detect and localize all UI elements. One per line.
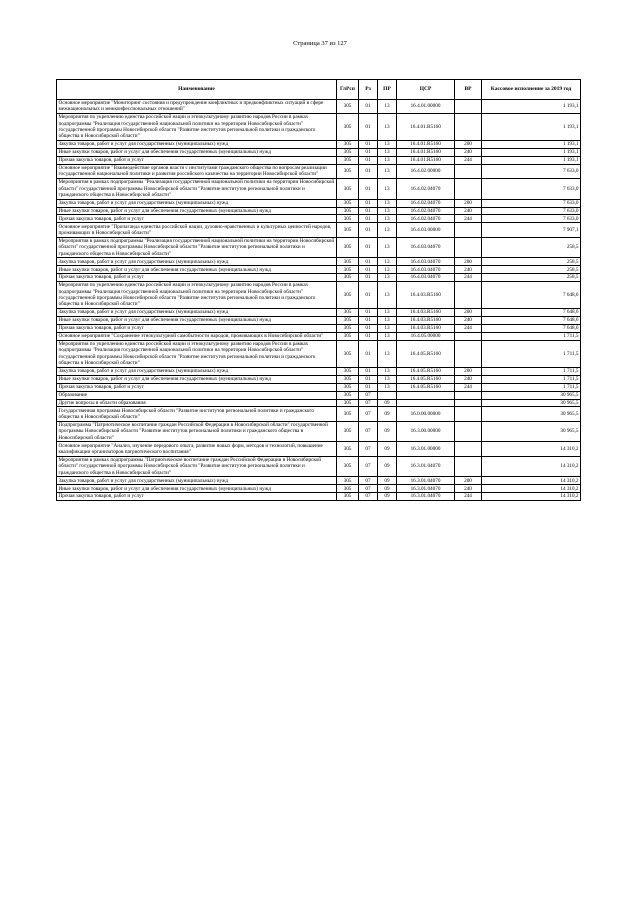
cell-rz: 01 <box>359 309 378 317</box>
cell-rz: 07 <box>359 456 378 477</box>
cell-name: Прочая закупка товаров, работ и услуг <box>57 383 337 391</box>
cell-name: Мероприятия по укреплению единства российской нации и этнокультурному развитию народов России в рамках подпрограммы "Реализация государственной национальной политики на территории Новосибирской области" государственной программы Новосибирской области "Развитие институтов региональной политики и гражданского общества в Новосибирской области" <box>57 113 337 140</box>
cell-name: Иные закупки товаров, работ и услуг для обеспечения государственных (муниципальных) нужд <box>57 485 337 493</box>
cell-pr: 13 <box>378 258 397 266</box>
cell-rz: 01 <box>359 164 378 178</box>
cell-grp: 305 <box>337 317 359 325</box>
cell-amount: 7 633,0 <box>482 199 581 207</box>
cell-rz: 07 <box>359 399 378 407</box>
cell-grp: 305 <box>337 309 359 317</box>
table-row <box>57 399 581 407</box>
cell-grp: 305 <box>337 456 359 477</box>
cell-rz: 01 <box>359 383 378 391</box>
table-row <box>57 317 581 325</box>
cell-amount: 30 965,5 <box>482 391 581 399</box>
cell-amount: 258,5 <box>482 274 581 282</box>
cell-amount: 258,5 <box>482 266 581 274</box>
cell-amount: 30 965,5 <box>482 421 581 442</box>
table-row <box>57 442 581 456</box>
table-row <box>57 375 581 383</box>
cell-pr: 09 <box>378 493 397 501</box>
cell-amount: 1 193,1 <box>482 148 581 156</box>
cell-pr: 13 <box>378 317 397 325</box>
table-row <box>57 324 581 332</box>
cell-csr: 16.4.05.R5160 <box>397 383 455 391</box>
cell-grp: 305 <box>337 99 359 113</box>
cell-grp: 305 <box>337 140 359 148</box>
cell-name: Закупка товаров, работ и услуг для государственных (муниципальных) нужд <box>57 140 337 148</box>
cell-name: Прочая закупка товаров, работ и услуг <box>57 274 337 282</box>
cell-rz: 07 <box>359 493 378 501</box>
table-row <box>57 156 581 164</box>
cell-grp: 305 <box>337 324 359 332</box>
cell-vr: 200 <box>455 199 482 207</box>
table-row <box>57 282 581 309</box>
cell-pr: 09 <box>378 456 397 477</box>
cell-name: Образование <box>57 391 337 399</box>
cell-vr: 240 <box>455 317 482 325</box>
table-row <box>57 383 581 391</box>
cell-grp: 305 <box>337 367 359 375</box>
cell-amount: 30 965,5 <box>482 407 581 421</box>
cell-rz: 01 <box>359 223 378 237</box>
cell-pr: 09 <box>378 421 397 442</box>
table-row <box>57 223 581 237</box>
cell-amount: 7 648,6 <box>482 317 581 325</box>
table-row <box>57 237 581 258</box>
cell-name: Прочая закупка товаров, работ и услуг <box>57 493 337 501</box>
cell-vr <box>455 113 482 140</box>
cell-grp: 305 <box>337 274 359 282</box>
cell-pr <box>378 391 397 399</box>
cell-grp: 305 <box>337 485 359 493</box>
cell-name: Мероприятия в рамках подпрограммы "Реализация государственной национальной политики на территории Новосибирской области" государственной программы Новосибирской области "Развитие институтов региональной политики и гражданского общества в Новосибирской области" <box>57 178 337 199</box>
cell-vr: 200 <box>455 367 482 375</box>
cell-name: Подпрограмма "Патриотическое воспитание граждан Российской Федерации в Новосибирской области" государственной программы Новосибирской области "Развитие институтов региональной политики и гражданского общества в Новосибирской области" <box>57 421 337 442</box>
cell-vr: 244 <box>455 493 482 501</box>
table-row <box>57 113 581 140</box>
cell-vr: 200 <box>455 140 482 148</box>
cell-rz: 01 <box>359 99 378 113</box>
cell-amount: 1 193,1 <box>482 156 581 164</box>
cell-amount: 1 711,5 <box>482 375 581 383</box>
cell-name: Закупка товаров, работ и услуг для государственных (муниципальных) нужд <box>57 199 337 207</box>
cell-rz: 01 <box>359 199 378 207</box>
cell-amount: 7 633,0 <box>482 164 581 178</box>
cell-csr: 16.3.01.00000 <box>397 442 455 456</box>
cell-pr: 13 <box>378 375 397 383</box>
cell-grp: 305 <box>337 421 359 442</box>
cell-name: Другие вопросы в области образования <box>57 399 337 407</box>
table-body <box>57 99 581 501</box>
cell-grp: 305 <box>337 156 359 164</box>
cell-csr: 16.4.02.04070 <box>397 207 455 215</box>
cell-grp: 305 <box>337 164 359 178</box>
cell-rz: 01 <box>359 340 378 367</box>
cell-csr: 16.3.01.04070 <box>397 493 455 501</box>
table-row <box>57 148 581 156</box>
cell-pr: 09 <box>378 399 397 407</box>
cell-vr <box>455 456 482 477</box>
cell-rz: 01 <box>359 282 378 309</box>
cell-rz: 07 <box>359 391 378 399</box>
cell-name: Закупка товаров, работ и услуг для государственных (муниципальных) нужд <box>57 309 337 317</box>
cell-csr: 16.4.03.R5160 <box>397 309 455 317</box>
cell-grp: 305 <box>337 237 359 258</box>
table-row <box>57 456 581 477</box>
cell-csr: 16.4.02.04070 <box>397 215 455 223</box>
cell-vr <box>455 391 482 399</box>
cell-pr: 13 <box>378 99 397 113</box>
cell-amount: 7 648,6 <box>482 282 581 309</box>
cell-pr: 13 <box>378 367 397 375</box>
table-row <box>57 309 581 317</box>
cell-vr: 200 <box>455 258 482 266</box>
cell-vr <box>455 282 482 309</box>
cell-amount: 7 633,0 <box>482 178 581 199</box>
cell-csr: 16.4.05.R5160 <box>397 340 455 367</box>
cell-vr: 240 <box>455 207 482 215</box>
cell-amount: 7 907,1 <box>482 223 581 237</box>
cell-name: Мероприятия по укреплению единства российской нации и этнокультурному развитию народов России в рамках подпрограммы "Реализация государственной национальной политики на территории Новосибирской области" государственной программы Новосибирской области "Развитие институтов региональной политики и гражданского общества в Новосибирской области" <box>57 282 337 309</box>
cell-amount: 258,5 <box>482 237 581 258</box>
cell-amount: 258,5 <box>482 258 581 266</box>
page-number-header: Страница 37 из 127 <box>293 40 347 47</box>
cell-amount: 1 711,5 <box>482 367 581 375</box>
table-row <box>57 332 581 340</box>
cell-rz: 01 <box>359 332 378 340</box>
cell-grp: 305 <box>337 493 359 501</box>
cell-grp: 305 <box>337 215 359 223</box>
cell-amount: 7 633,0 <box>482 207 581 215</box>
cell-grp: 305 <box>337 383 359 391</box>
cell-name: Основное мероприятие "Мониторинг состояния и предупреждение конфликтных и предконфликтных ситуаций в сфере межнациональных и межконфессиональных отношений" <box>57 99 337 113</box>
cell-pr: 13 <box>378 266 397 274</box>
cell-name: Основное мероприятие "Пропаганда единства российской нации, духовно-нравственных и культурных ценностей народов, проживающих в Новосибирской области" <box>57 223 337 237</box>
cell-amount: 14 310,2 <box>482 485 581 493</box>
cell-csr: 16.4.05.R5160 <box>397 367 455 375</box>
cell-name: Прочая закупка товаров, работ и услуг <box>57 324 337 332</box>
cell-grp: 305 <box>337 113 359 140</box>
cell-rz: 01 <box>359 367 378 375</box>
cell-rz: 01 <box>359 215 378 223</box>
cell-csr: 16.4.03.R5160 <box>397 324 455 332</box>
cell-csr: 16.3.01.04070 <box>397 477 455 485</box>
cell-csr: 16.4.03.04070 <box>397 237 455 258</box>
cell-amount: 1 711,5 <box>482 340 581 367</box>
cell-csr: 16.4.01.R5160 <box>397 140 455 148</box>
table-row <box>57 207 581 215</box>
table-row <box>57 266 581 274</box>
cell-csr: 16.4.03.00000 <box>397 223 455 237</box>
cell-vr: 240 <box>455 485 482 493</box>
cell-amount: 1 711,5 <box>482 383 581 391</box>
cell-csr: 16.4.05.R5160 <box>397 375 455 383</box>
cell-vr <box>455 332 482 340</box>
header-pr: ПР <box>378 80 397 100</box>
cell-amount: 1 193,1 <box>482 113 581 140</box>
cell-vr: 244 <box>455 156 482 164</box>
cell-csr: 16.4.03.04070 <box>397 266 455 274</box>
cell-amount: 7 633,0 <box>482 215 581 223</box>
cell-grp: 305 <box>337 282 359 309</box>
cell-name: Иные закупки товаров, работ и услуг для обеспечения государственных (муниципальных) нужд <box>57 207 337 215</box>
cell-pr: 13 <box>378 340 397 367</box>
cell-amount: 30 965,5 <box>482 399 581 407</box>
cell-name: Мероприятия в рамках подпрограммы "Патриотическое воспитание граждан Российской Федерации в Новосибирской области" государственной программы Новосибирской области "Развитие институтов региональной политики и гражданского общества в Новосибирской области" <box>57 456 337 477</box>
cell-vr: 240 <box>455 266 482 274</box>
cell-rz: 07 <box>359 477 378 485</box>
header-rz: Рз <box>359 80 378 100</box>
cell-name: Иные закупки товаров, работ и услуг для обеспечения государственных (муниципальных) нужд <box>57 375 337 383</box>
cell-csr: 16.4.03.04070 <box>397 258 455 266</box>
cell-grp: 305 <box>337 207 359 215</box>
cell-pr: 13 <box>378 332 397 340</box>
table-row <box>57 407 581 421</box>
cell-amount: 14 310,2 <box>482 477 581 485</box>
cell-vr <box>455 223 482 237</box>
cell-rz: 07 <box>359 442 378 456</box>
cell-rz: 01 <box>359 375 378 383</box>
cell-csr: 16.4.01.R5160 <box>397 148 455 156</box>
cell-pr: 13 <box>378 215 397 223</box>
cell-name: Мероприятия в рамках подпрограммы "Реализация государственной национальной политики на территории Новосибирской области" государственной программы Новосибирской области "Развитие институтов региональной политики и гражданского общества в Новосибирской области" <box>57 237 337 258</box>
cell-rz: 01 <box>359 207 378 215</box>
cell-csr: 16.4.01.R5160 <box>397 113 455 140</box>
table-row <box>57 258 581 266</box>
cell-csr: 16.4.03.R5160 <box>397 282 455 309</box>
cell-grp: 305 <box>337 442 359 456</box>
cell-pr: 13 <box>378 148 397 156</box>
cell-csr: 16.4.01.R5160 <box>397 156 455 164</box>
cell-rz: 01 <box>359 140 378 148</box>
cell-grp: 305 <box>337 332 359 340</box>
cell-vr <box>455 99 482 113</box>
cell-rz: 01 <box>359 148 378 156</box>
cell-vr <box>455 237 482 258</box>
cell-rz: 07 <box>359 485 378 493</box>
header-vr: ВР <box>455 80 482 100</box>
cell-pr: 13 <box>378 207 397 215</box>
cell-rz: 07 <box>359 421 378 442</box>
cell-pr: 13 <box>378 178 397 199</box>
cell-vr: 244 <box>455 215 482 223</box>
cell-amount: 14 310,2 <box>482 456 581 477</box>
header-csr: ЦСР <box>397 80 455 100</box>
cell-csr: 16.4.05.00000 <box>397 332 455 340</box>
cell-pr: 09 <box>378 485 397 493</box>
cell-pr: 13 <box>378 164 397 178</box>
header-amount: Кассовое исполнение за 2019 год <box>482 80 581 100</box>
cell-pr: 09 <box>378 442 397 456</box>
cell-name: Закупка товаров, работ и услуг для государственных (муниципальных) нужд <box>57 258 337 266</box>
cell-name: Иные закупки товаров, работ и услуг для обеспечения государственных (муниципальных) нужд <box>57 266 337 274</box>
cell-pr: 13 <box>378 324 397 332</box>
cell-vr <box>455 442 482 456</box>
cell-grp: 305 <box>337 266 359 274</box>
cell-grp: 305 <box>337 399 359 407</box>
cell-rz: 01 <box>359 266 378 274</box>
cell-rz: 01 <box>359 324 378 332</box>
cell-pr: 09 <box>378 477 397 485</box>
header-grp: ГлРсп <box>337 80 359 100</box>
cell-amount: 1 193,1 <box>482 99 581 113</box>
cell-pr: 13 <box>378 282 397 309</box>
table-header-row <box>57 80 581 100</box>
cell-grp: 305 <box>337 258 359 266</box>
cell-vr <box>455 399 482 407</box>
cell-rz: 07 <box>359 407 378 421</box>
cell-rz: 01 <box>359 258 378 266</box>
cell-pr: 13 <box>378 309 397 317</box>
table-row <box>57 485 581 493</box>
cell-grp: 305 <box>337 199 359 207</box>
cell-csr: 16.0.00.00000 <box>397 407 455 421</box>
cell-grp: 305 <box>337 477 359 485</box>
cell-name: Основное мероприятие "Взаимодействие органов власти с институтами гражданского общества по вопросам реализации государственной национальной политики и развития российского казачества на территории Новосибирской области" <box>57 164 337 178</box>
cell-name: Прочая закупка товаров, работ и услуг <box>57 215 337 223</box>
cell-name: Иные закупки товаров, работ и услуг для обеспечения государственных (муниципальных) нужд <box>57 148 337 156</box>
cell-name: Основное мероприятие "Анализ, изучение передового опыта, развитие новых форм, методов и технологий, повышение квалификации организаторов патриотического воспитания" <box>57 442 337 456</box>
cell-name: Основное мероприятие "Сохранение этнокультурной самобытности народов, проживающих в Новосибирской области" <box>57 332 337 340</box>
table-row <box>57 477 581 485</box>
cell-csr: 16.3.01.04070 <box>397 456 455 477</box>
cell-amount: 7 648,6 <box>482 324 581 332</box>
cell-csr <box>397 399 455 407</box>
cell-grp: 305 <box>337 223 359 237</box>
cell-csr: 16.4.03.R5160 <box>397 317 455 325</box>
cell-grp: 305 <box>337 340 359 367</box>
cell-vr: 200 <box>455 477 482 485</box>
cell-vr <box>455 421 482 442</box>
table-row <box>57 215 581 223</box>
cell-grp: 305 <box>337 391 359 399</box>
cell-pr: 13 <box>378 237 397 258</box>
cell-name: Прочая закупка товаров, работ и услуг <box>57 156 337 164</box>
cell-name: Закупка товаров, работ и услуг для государственных (муниципальных) нужд <box>57 367 337 375</box>
table-row <box>57 340 581 367</box>
cell-csr: 16.4.02.04070 <box>397 199 455 207</box>
cell-pr: 13 <box>378 156 397 164</box>
header-name: Наименование <box>57 80 337 100</box>
cell-rz: 01 <box>359 317 378 325</box>
cell-rz: 01 <box>359 113 378 140</box>
cell-csr: 16.4.01.00000 <box>397 99 455 113</box>
cell-csr: 16.4.02.04070 <box>397 178 455 199</box>
cell-amount: 1 711,5 <box>482 332 581 340</box>
cell-csr: 16.4.03.04070 <box>397 274 455 282</box>
cell-vr: 244 <box>455 274 482 282</box>
table-row <box>57 164 581 178</box>
table-row <box>57 493 581 501</box>
cell-rz: 01 <box>359 156 378 164</box>
table-row <box>57 274 581 282</box>
cell-csr: 16.3.00.00000 <box>397 421 455 442</box>
cell-pr: 13 <box>378 383 397 391</box>
cell-grp: 305 <box>337 407 359 421</box>
cell-grp: 305 <box>337 148 359 156</box>
cell-vr: 244 <box>455 383 482 391</box>
table-row <box>57 391 581 399</box>
cell-amount: 14 310,2 <box>482 442 581 456</box>
cell-vr <box>455 164 482 178</box>
cell-pr: 13 <box>378 274 397 282</box>
table-row <box>57 99 581 113</box>
budget-execution-table <box>56 79 581 501</box>
cell-amount: 1 193,1 <box>482 140 581 148</box>
cell-grp: 305 <box>337 375 359 383</box>
cell-pr: 13 <box>378 140 397 148</box>
table-row <box>57 421 581 442</box>
cell-rz: 01 <box>359 237 378 258</box>
table-header <box>57 80 581 100</box>
cell-pr: 09 <box>378 407 397 421</box>
cell-grp: 305 <box>337 178 359 199</box>
table-row <box>57 140 581 148</box>
cell-vr <box>455 340 482 367</box>
cell-pr: 13 <box>378 113 397 140</box>
cell-name: Мероприятия по укреплению единства российской нации и этнокультурному развитию народов России в рамках подпрограммы "Реализация государственной национальной политики на территории Новосибирской области" государственной программы Новосибирской области "Развитие институтов региональной политики и гражданского общества в Новосибирской области" <box>57 340 337 367</box>
cell-pr: 13 <box>378 199 397 207</box>
table-row <box>57 199 581 207</box>
cell-rz: 01 <box>359 178 378 199</box>
cell-vr: 244 <box>455 324 482 332</box>
cell-rz: 01 <box>359 274 378 282</box>
cell-pr: 13 <box>378 223 397 237</box>
cell-name: Иные закупки товаров, работ и услуг для обеспечения государственных (муниципальных) нужд <box>57 317 337 325</box>
cell-amount: 7 648,6 <box>482 309 581 317</box>
cell-name: Государственная программа Новосибирской области "Развитие институтов региональной политики и гражданского общества в Новосибирской области" <box>57 407 337 421</box>
cell-vr <box>455 407 482 421</box>
cell-csr: 16.3.01.04070 <box>397 485 455 493</box>
cell-csr: 16.4.02.00000 <box>397 164 455 178</box>
table-row <box>57 178 581 199</box>
table-row <box>57 367 581 375</box>
cell-name: Закупка товаров, работ и услуг для государственных (муниципальных) нужд <box>57 477 337 485</box>
cell-amount: 14 310,2 <box>482 493 581 501</box>
cell-csr <box>397 391 455 399</box>
cell-vr: 200 <box>455 309 482 317</box>
cell-vr: 240 <box>455 375 482 383</box>
cell-vr: 240 <box>455 148 482 156</box>
cell-vr <box>455 178 482 199</box>
